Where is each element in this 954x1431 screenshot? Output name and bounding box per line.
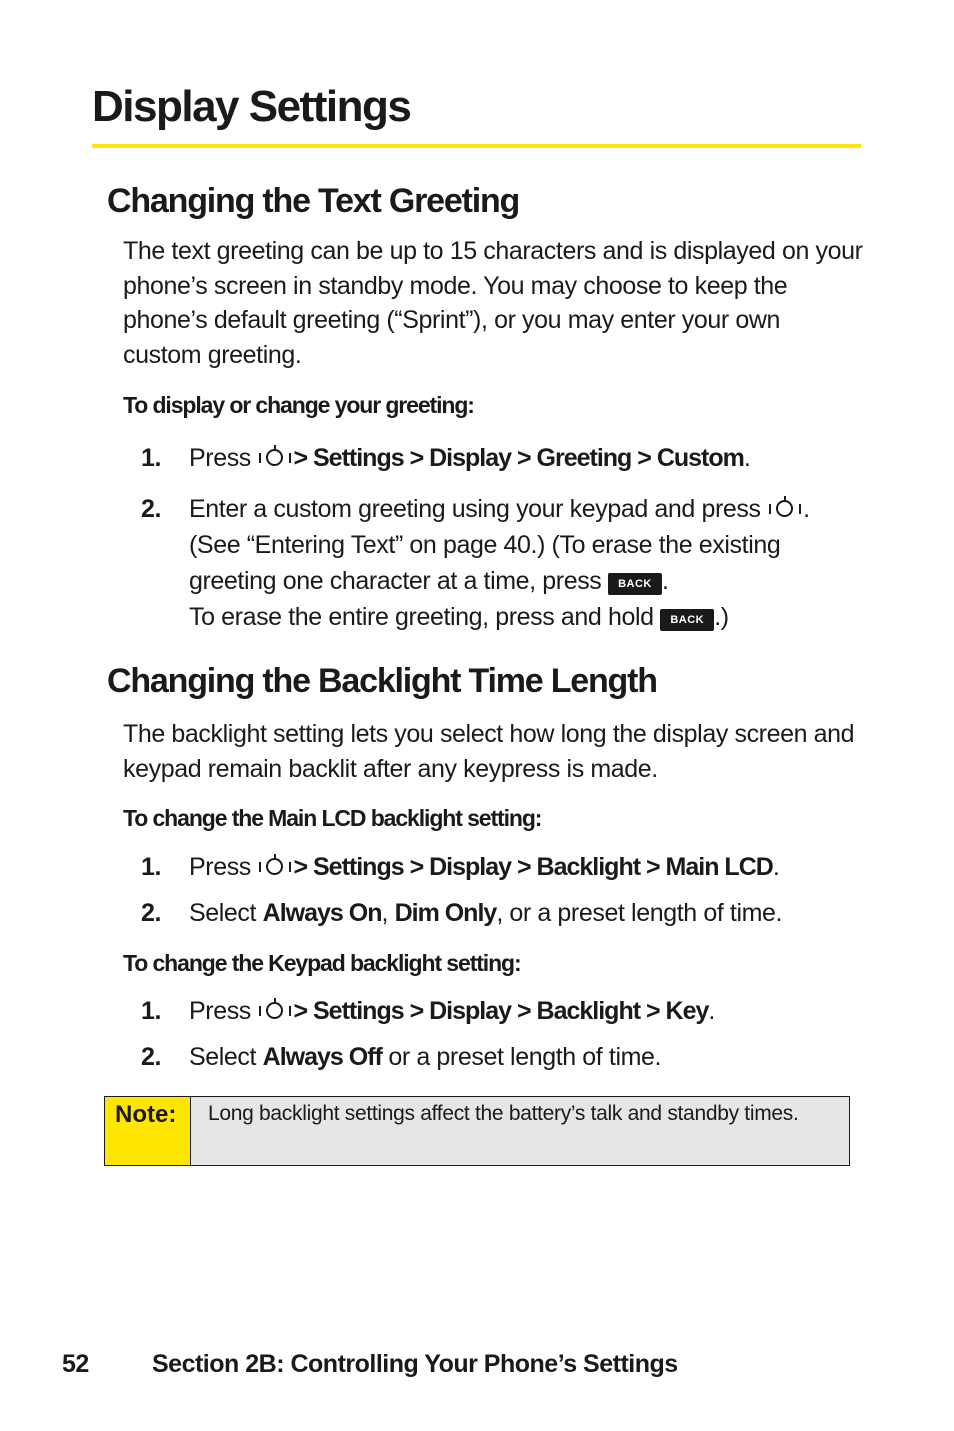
step-text: or a preset length of time.: [381, 1043, 662, 1071]
step-text: To erase the entire greeting, press and hold: [189, 603, 654, 631]
select-text: Select: [189, 1043, 257, 1071]
step-text: .): [714, 603, 729, 631]
greeting-procedure-title: To display or change your greeting:: [123, 392, 474, 418]
menu-path: > Settings > Display > Backlight > Key: [293, 997, 709, 1025]
note-label: Note:: [105, 1097, 191, 1165]
press-text: Press: [189, 444, 251, 472]
greeting-heading: Changing the Text Greeting: [107, 182, 520, 220]
step-text: (See “Entering Text” on page 40.) (To erase the existing: [189, 531, 781, 559]
note-box: [104, 1096, 850, 1166]
option-always-off: Always Off: [262, 1043, 382, 1071]
greeting-paragraph: The text greeting can be up to 15 characters and is displayed on your phone’s screen in standby mode. You may choose to keep the phone’s default greeting (“Sprint”), or you may enter your own custom greeting.: [123, 237, 863, 369]
back-key-icon: BACK: [660, 609, 714, 631]
step-number: 1.: [141, 853, 162, 881]
back-key-icon: BACK: [608, 573, 662, 595]
step-number: 2.: [141, 899, 162, 927]
menu-path: > Settings > Display > Greeting > Custom: [293, 444, 744, 472]
section-title: Section 2B: Controlling Your Phone’s Settings: [152, 1350, 678, 1378]
menu-ok-key-icon: [257, 445, 293, 471]
page-title: Display Settings: [92, 82, 411, 131]
step-end: .: [772, 853, 780, 881]
press-text: Press: [189, 853, 251, 881]
step-text: , or a preset length of time.: [496, 899, 783, 927]
step-number: 1.: [141, 997, 162, 1025]
title-rule: [92, 144, 861, 148]
backlight-heading: Changing the Backlight Time Length: [107, 662, 657, 700]
menu-ok-key-icon: [767, 496, 803, 522]
note-text: Long backlight settings affect the battery’s talk and standby times.: [208, 1102, 799, 1125]
menu-path: > Settings > Display > Backlight > Main LCD: [293, 853, 773, 881]
option-always-on: Always On: [262, 899, 382, 927]
step-text: greeting one character at a time, press: [189, 567, 602, 595]
step-text: .: [661, 567, 669, 595]
step-end: .: [743, 444, 751, 472]
menu-ok-key-icon: [257, 998, 293, 1024]
keypad-procedure-title: To change the Keypad backlight setting:: [123, 950, 521, 976]
separator: ,: [381, 899, 389, 927]
step-number: 2.: [141, 1043, 162, 1071]
page-number: 52: [62, 1350, 89, 1378]
option-dim-only: Dim Only: [394, 899, 497, 927]
press-text: Press: [189, 997, 251, 1025]
step-text: .: [803, 495, 810, 523]
backlight-paragraph: The backlight setting lets you select how long the display screen and keypad remain backlit after any keypress is made.: [123, 720, 855, 783]
step-end: .: [708, 997, 715, 1025]
select-text: Select: [189, 899, 257, 927]
main-lcd-procedure-title: To change the Main LCD backlight setting:: [123, 805, 542, 831]
menu-ok-key-icon: [257, 854, 293, 880]
step-number: 1.: [141, 444, 162, 472]
step-number: 2.: [141, 495, 162, 523]
step-text: Enter a custom greeting using your keypad and press: [189, 495, 761, 523]
